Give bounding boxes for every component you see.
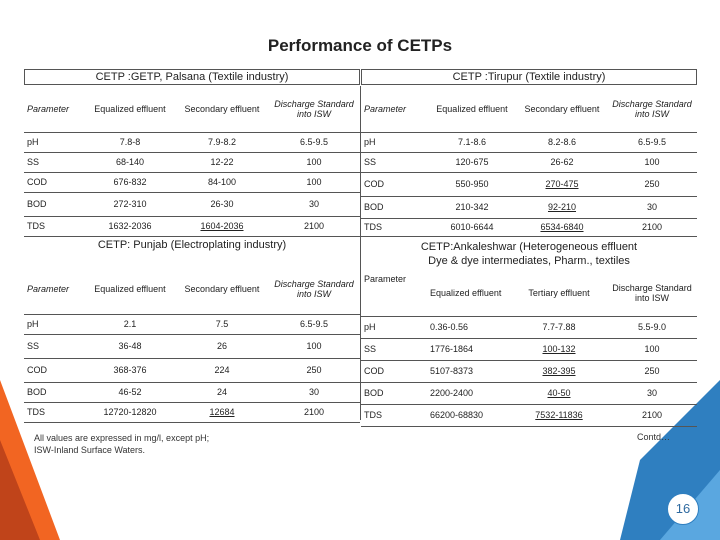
cell: 30 [268, 192, 360, 216]
cell: 1776-1864 [427, 338, 511, 360]
col-header: Discharge Standard into ISW [607, 86, 697, 132]
cell: 7.9-8.2 [176, 132, 268, 152]
cell: SS [24, 334, 84, 358]
cell: 250 [607, 172, 697, 196]
col-header: Parameter [361, 86, 427, 132]
col-header: Secondary effluent [176, 264, 268, 314]
col-header: Tertiary effluent [511, 270, 607, 316]
center-divider [360, 86, 361, 420]
cell: 26-62 [517, 152, 607, 172]
cell: pH [361, 132, 427, 152]
cell: 7.8-8 [84, 132, 176, 152]
cell: 5107-8373 [427, 360, 511, 382]
ankaleshwar-header [361, 240, 697, 268]
cell: SS [24, 152, 84, 172]
cell: 12720-12820 [84, 402, 176, 422]
cell: COD [24, 358, 84, 382]
cell: pH [24, 314, 84, 334]
units-note [34, 432, 209, 456]
cell: 550-950 [427, 172, 517, 196]
punjab-table [24, 264, 360, 423]
cell: TDS [361, 218, 427, 236]
cell: pH [24, 132, 84, 152]
cell: 66200-68830 [427, 404, 511, 426]
cell: 120-675 [427, 152, 517, 172]
col-header: Secondary effluent [176, 86, 268, 132]
col-header: Parameter [24, 264, 84, 314]
cell: BOD [24, 382, 84, 402]
cell: 224 [176, 358, 268, 382]
ankaleshwar-table [361, 270, 697, 427]
col-header: Equalized effluent [84, 86, 176, 132]
cell: 382-395 [511, 360, 607, 382]
cell: 2100 [607, 404, 697, 426]
cell: 250 [607, 360, 697, 382]
cell: 272-310 [84, 192, 176, 216]
units-note-line1: All values are expressed in mg/l, except pH; [34, 433, 210, 443]
punjab-header: CETP: Punjab (Electroplating industry) [97, 239, 287, 251]
col-header: Discharge Standard into ISW [607, 270, 697, 316]
cell: 7.7-7.88 [511, 316, 607, 338]
cell: 36-48 [84, 334, 176, 358]
cell: 6.5-9.5 [268, 314, 360, 334]
ankaleshwar-header-line1: CETP:Ankaleshwar (Heterogeneous effluent [420, 241, 638, 253]
page-number: 16 [667, 493, 699, 525]
cell: 676-832 [84, 172, 176, 192]
cell: 7.5 [176, 314, 268, 334]
ankaleshwar-header-line2: Dye & dye intermediates, Pharm., textiles [428, 255, 630, 267]
cell: 0.36-0.56 [427, 316, 511, 338]
cell: 100 [268, 334, 360, 358]
tirupur-table [361, 86, 697, 237]
cell: 100-132 [511, 338, 607, 360]
cell: COD [361, 360, 427, 382]
cell: 100 [607, 152, 697, 172]
cell: 40-50 [511, 382, 607, 404]
cell: COD [361, 172, 427, 196]
cell: 26 [176, 334, 268, 358]
units-note-line2: ISW-Inland Surface Waters. [34, 445, 146, 455]
cell: BOD [361, 382, 427, 404]
cell: COD [24, 172, 84, 192]
cell: 68-140 [84, 152, 176, 172]
cell: 1632-2036 [84, 216, 176, 236]
cell: 12-22 [176, 152, 268, 172]
cell: 2100 [268, 402, 360, 422]
page-title: Performance of CETPs [267, 36, 453, 55]
palsana-header: CETP :GETP, Palsana (Textile industry) [24, 69, 360, 85]
cell: SS [361, 338, 427, 360]
cell: 6.5-9.5 [607, 132, 697, 152]
cell: TDS [361, 404, 427, 426]
cell: 2100 [607, 218, 697, 236]
cell: 5.5-9.0 [607, 316, 697, 338]
cell: 30 [268, 382, 360, 402]
cell: 24 [176, 382, 268, 402]
cell: 6010-6644 [427, 218, 517, 236]
cell: 46-52 [84, 382, 176, 402]
cell: TDS [24, 402, 84, 422]
cell: SS [361, 152, 427, 172]
cell: 12684 [176, 402, 268, 422]
col-header: Parameter [361, 270, 427, 316]
cell: 100 [268, 172, 360, 192]
tirupur-header: CETP :Tirupur (Textile industry) [361, 69, 697, 85]
col-header: Secondary effluent [517, 86, 607, 132]
palsana-table [24, 86, 360, 237]
cell: 1604-2036 [176, 216, 268, 236]
cell: 26-30 [176, 192, 268, 216]
cell: 2100 [268, 216, 360, 236]
cell: 6534-6840 [517, 218, 607, 236]
cell: 2.1 [84, 314, 176, 334]
cell: pH [361, 316, 427, 338]
col-header: Equalized effluent [84, 264, 176, 314]
cell: 30 [607, 382, 697, 404]
continued-label: Contd… [637, 432, 671, 442]
cell: 7.1-8.6 [427, 132, 517, 152]
cell: TDS [24, 216, 84, 236]
cell: 270-475 [517, 172, 607, 196]
cell: 100 [607, 338, 697, 360]
col-header: Equalized effluent [427, 86, 517, 132]
cell: 84-100 [176, 172, 268, 192]
col-header: Discharge Standard into ISW [268, 264, 360, 314]
col-header: Equalized effluent [427, 270, 511, 316]
cell: 368-376 [84, 358, 176, 382]
cell: BOD [24, 192, 84, 216]
cell: 7532-11836 [511, 404, 607, 426]
cell: 2200-2400 [427, 382, 511, 404]
col-header: Discharge Standard into ISW [268, 86, 360, 132]
cell: 100 [268, 152, 360, 172]
col-header: Parameter [24, 86, 84, 132]
cell: 92-210 [517, 196, 607, 218]
cell: 6.5-9.5 [268, 132, 360, 152]
cell: 210-342 [427, 196, 517, 218]
cell: 250 [268, 358, 360, 382]
cell: 30 [607, 196, 697, 218]
cell: 8.2-8.6 [517, 132, 607, 152]
cell: BOD [361, 196, 427, 218]
